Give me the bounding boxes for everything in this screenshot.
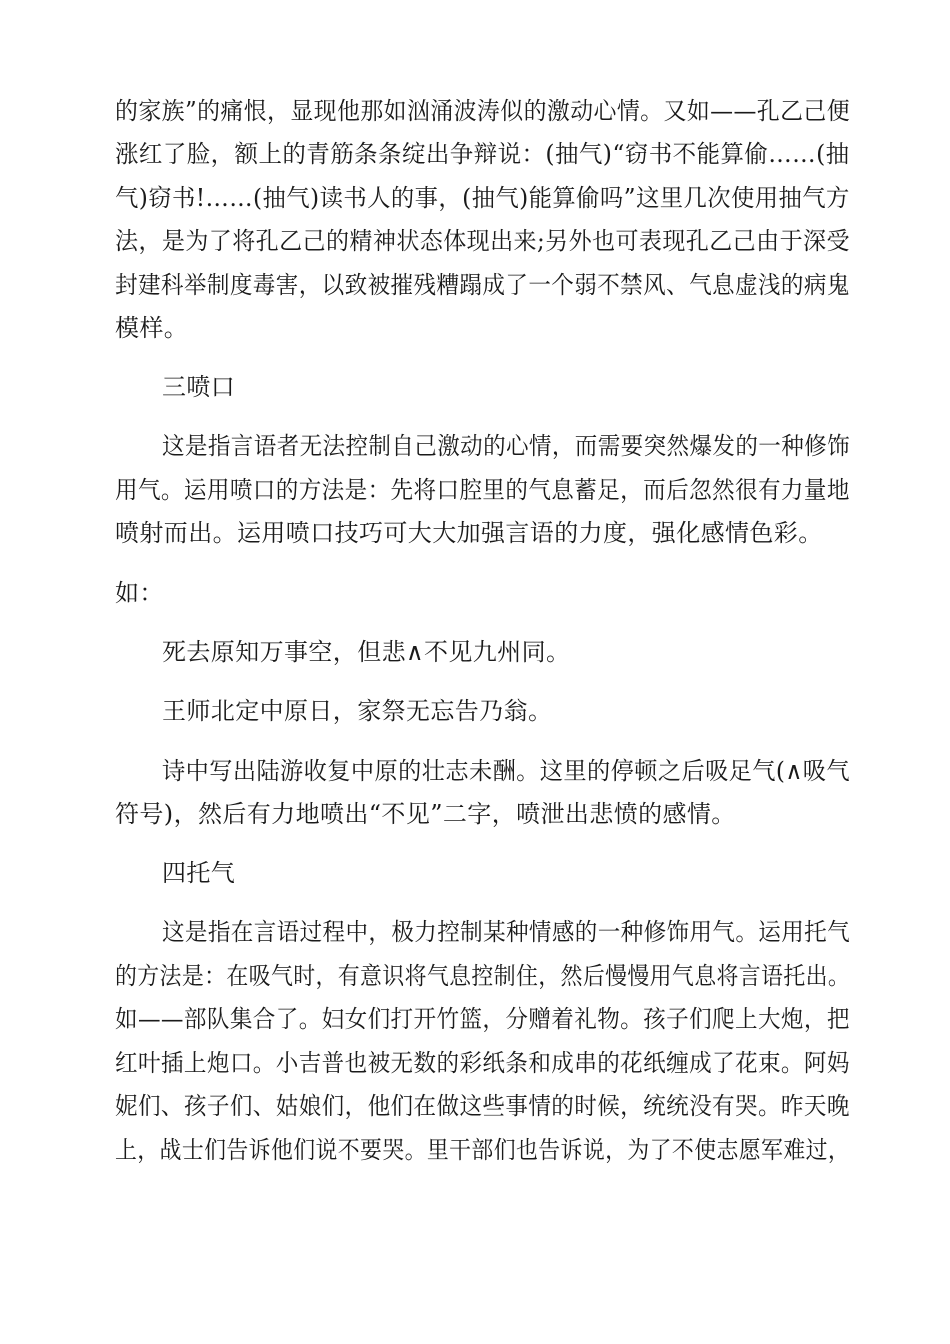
paragraph-line: 封建科举制度毒害，以致被摧残糟蹋成了一个弱不禁风、气息虚浅的病鬼 xyxy=(115,271,850,299)
paragraph-line: 的方法是：在吸气时，有意识将气息控制住，然后慢慢用气息将言语托出。 xyxy=(115,962,851,990)
paragraph-line: 诗中写出陆游收复中原的壮志未酬。这里的停顿之后吸足气(∧吸气 xyxy=(162,757,850,785)
paragraph-line: 这是指言语者无法控制自己激动的心情，而需要突然爆发的一种修饰 xyxy=(162,432,851,460)
paragraph-line: 符号)，然后有力地喷出“不见”二字，喷泄出悲愤的感情。 xyxy=(115,800,736,828)
paragraph-line: 涨红了脸，额上的青筋条条绽出争辩说：(抽气)“窃书不能算偷……(抽 xyxy=(115,140,850,168)
paragraph-line: 上，战士们告诉他们说不要哭。里干部们也告诉说，为了不使志愿军难过， xyxy=(115,1136,851,1164)
section-heading-tuoqi: 四托气 xyxy=(162,859,236,887)
paragraph-line: 这是指在言语过程中，极力控制某种情感的一种修饰用气。运用托气 xyxy=(162,918,851,946)
section-heading-penkou: 三喷口 xyxy=(162,373,236,401)
poem-line: 王师北定中原日，家祭无忘告乃翁。 xyxy=(162,697,553,725)
paragraph-line: 红叶插上炮口。小吉普也被无数的彩纸条和成串的花纸缠成了花束。阿妈 xyxy=(115,1049,850,1077)
paragraph-line: 气)窃书!……(抽气)读书人的事，(抽气)能算偷吗”这里几次使用抽气方 xyxy=(115,184,850,212)
paragraph-line: 妮们、孩子们、姑娘们，他们在做这些事情的时候，统统没有哭。昨天晚 xyxy=(115,1092,850,1120)
poem-line: 死去原知万事空，但悲∧不见九州同。 xyxy=(162,638,571,666)
paragraph-line: 法，是为了将孔乙己的精神状态体现出来;另外也可表现孔乙己由于深受 xyxy=(115,227,850,255)
paragraph-line: 喷射而出。运用喷口技巧可大大加强言语的力度，强化感情色彩。 xyxy=(115,519,823,547)
paragraph-line: 用气。运用喷口的方法是：先将口腔里的气息蓄足，而后忽然很有力量地 xyxy=(115,476,850,504)
paragraph-line: 如——部队集合了。妇女们打开竹篮，分赠着礼物。孩子们爬上大炮，把 xyxy=(115,1005,850,1033)
example-label: 如： xyxy=(115,579,164,607)
paragraph-line: 模样。 xyxy=(115,314,189,342)
paragraph-line: 的家族”的痛恨，显现他那如汹涌波涛似的激动心情。又如——孔乙己便 xyxy=(115,97,851,125)
